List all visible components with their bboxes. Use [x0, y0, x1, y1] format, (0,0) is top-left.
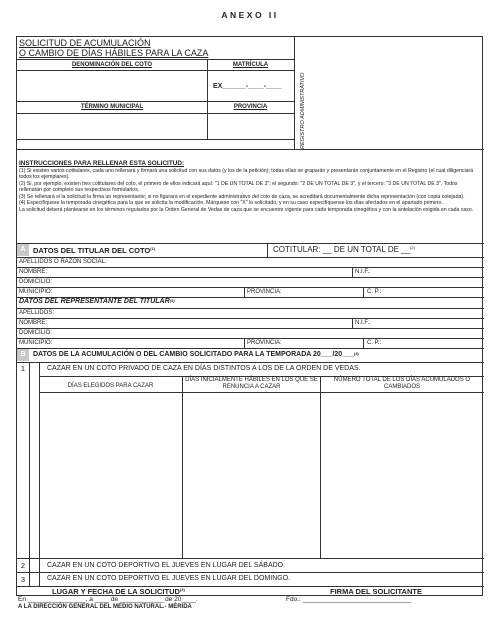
instruction-item: (1) Si existen varios cotitulares, cada uno rellenará y firmará una solicitud con sus datos (y los de la petición); todas ellas se graparán y presentarán conjuntamente en el Registro (el cual diligenciará todos los ejemplares).	[19, 167, 474, 181]
rep-apellidos-label: APELLIDOS:	[19, 310, 55, 316]
footer-address: A LA DIRECCIÓN GENERAL DEL MEDIO NATURAL.- MÉRIDA	[18, 604, 192, 610]
registro-administrativo-label: REGISTRO ADMINISTRATIVO	[300, 72, 306, 149]
instruction-item: La solicitud deberá plantearse en los términos regulados por la Orden General de Vedas de caza que se encuentre vigente para cada temporada cinegética y con la antelación exigida en cada caso.	[19, 207, 474, 214]
representative-title: DATOS DEL REPRESENTANTE DEL TITULAR$^{(3)}$	[19, 298, 175, 305]
matricula-label: MATRÍCULA	[232, 62, 269, 68]
instruction-item: (2) Si, por ejemplo, existen tres cotitulares del coto, el primero de ellos indicará aquí: "1 DE UN TOTAL DE 3"; el segundo: "2 DE UN TOTAL DE 3", y el tercero: "3 DE UN TOTAL DE 3". Todos rellenarán por completo sus respectivos formularios.	[19, 180, 458, 194]
provincia-field[interactable]	[208, 114, 294, 138]
option-2-checkbox[interactable]	[30, 562, 39, 570]
domicilio-label: DOMICILIO:	[19, 279, 53, 285]
dias-renuncia-field[interactable]	[183, 393, 320, 557]
matricula-field[interactable]: EX______-____-____	[213, 83, 282, 90]
provincia-label: PROVINCIA:	[247, 289, 282, 295]
form-title-line2: O CAMBIO DE DÍAS HÁBILES PARA LA CAZA	[19, 48, 209, 58]
nif-label: N.I.F.:	[355, 269, 371, 275]
application-form	[16, 36, 483, 596]
signature-field[interactable]: Fdo.: ______________________________	[286, 596, 412, 603]
section-a-badge: A	[17, 244, 29, 256]
option-1-number: 1	[20, 364, 26, 373]
cp-label: C. P.:	[367, 289, 382, 295]
section-a-title: DATOS DEL TITULAR DEL COTO$^{(1)}$	[33, 246, 156, 255]
denominacion-field[interactable]	[17, 71, 207, 101]
nombre-label: NOMBRE:	[19, 269, 48, 275]
instruction-item: (3) Se rellenará si la solicitud la firma un representante; si no figurara en el expediente administrativo del coto de caza, se acreditará documentalmente dicha representación (con copia cotejada).	[19, 193, 465, 200]
instructions-heading: INSTRUCCIONES PARA RELLENAR ESTA SOLICITUD:	[19, 160, 185, 167]
annex-title: ANEXO II	[221, 10, 279, 20]
option-3-checkbox[interactable]	[30, 575, 39, 583]
rep-domicilio-label: DOMICILIO:	[19, 330, 53, 336]
col-dias-elegidos: DÍAS ELEGIDOS PARA CAZAR	[67, 383, 154, 389]
rep-municipio-label: MUNICIPIO:	[19, 340, 53, 346]
col-dias-renuncia: DÍAS INICIALMENTE HÁBILES EN LOS QUE SE RENUNCIA A CAZAR	[185, 377, 318, 390]
termino-municipal-label: TÉRMINO MUNICIPAL	[80, 104, 144, 110]
rep-provincia-label: PROVINCIA:	[247, 340, 282, 346]
rep-nif-label: N.I.F.:	[355, 320, 371, 326]
signature-title: FIRMA DEL SOLICITANTE	[330, 587, 422, 596]
place-date-field[interactable]: En ________________, a ____ de ____________ de 20____.	[18, 596, 198, 603]
municipio-label: MUNICIPIO:	[19, 289, 53, 295]
instruction-item: (4) Especifíquese la temporada cinegética para la que se solicita la modificación. Márquese con "X" lo solicitado, y en su caso especifíquense los días afectados en el apartado primero.	[19, 200, 443, 207]
col-total-dias: NÚMERO TOTAL DE LOS DÍAS ACUMULADOS O CAMBIADOS	[333, 377, 471, 390]
rep-nombre-label: NOMBRE:	[19, 320, 48, 326]
rep-cp-label: C. P.:	[367, 340, 382, 346]
option-3-label: CAZAR EN UN COTO DEPORTIVO EL JUEVES EN LUGAR DEL DOMINGO.	[47, 575, 291, 582]
option-1-checkbox[interactable]	[30, 365, 39, 373]
option-2-label: CAZAR EN UN COTO DEPORTIVO EL JUEVES EN LUGAR DEL SÁBADO.	[47, 562, 286, 569]
place-date-title: LUGAR Y FECHA DE LA SOLICITUD$^{(3)}$	[52, 587, 185, 596]
termino-municipal-field[interactable]	[17, 114, 207, 138]
section-b-badge: B	[17, 349, 29, 361]
section-b-title: DATOS DE LA ACUMULACIÓN O DEL CAMBIO SOLICITADO PARA LA TEMPORADA 20___/20___$^{(4)}$	[33, 351, 359, 358]
form-title-line1: SOLICITUD DE ACUMULACIÓN	[19, 38, 151, 48]
denominacion-label: DENOMINACIÓN DEL COTO	[71, 62, 153, 68]
instructions	[19, 160, 481, 214]
option-1-label: CAZAR EN UN COTO PRIVADO DE CAZA EN DÍAS DISTINTOS A LOS DE LA ORDEN DE VEDAS.	[47, 365, 361, 372]
provincia-label: PROVINCIA	[233, 104, 268, 110]
option-2-number: 2	[20, 561, 26, 570]
cotitular-field[interactable]: COTITULAR: __ DE UN TOTAL DE __$^{(2)}$	[273, 245, 415, 254]
total-dias-field[interactable]	[321, 393, 483, 557]
apellidos-razon-label: APELLIDOS O RAZÓN SOCIAL:	[19, 259, 107, 265]
dias-elegidos-field[interactable]	[40, 393, 182, 557]
option-3-number: 3	[20, 575, 26, 584]
